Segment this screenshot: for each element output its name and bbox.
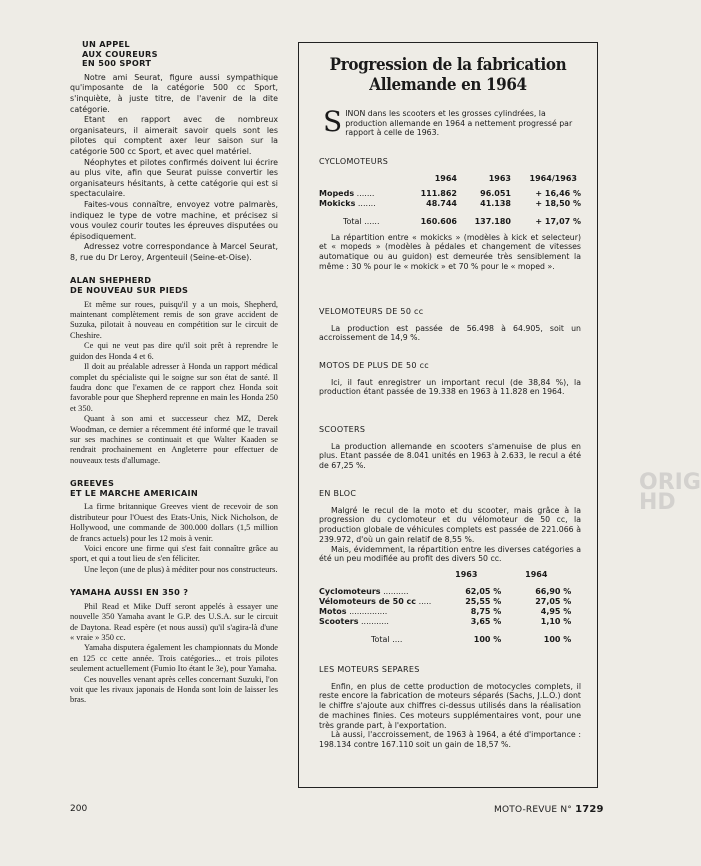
cell: 111.862 (420, 188, 457, 198)
cell: 3,65 % (470, 617, 502, 627)
cell: 48.744 (426, 198, 457, 208)
section-motos (319, 361, 581, 397)
section-scooters (319, 425, 581, 471)
section-paragraph: Là aussi, l'accroissement, de 1963 à 1964, a été d'importance : 198.134 contre 167.110 soit un gain de 18,57 %. (319, 730, 581, 749)
row-label: Mokicks (319, 198, 356, 208)
article-paragraph: Adressez votre correspondance à Marcel Seurat, 8, rue du Dr Leroy, Argenteuil (Seine-et-Oise). (70, 242, 278, 262)
issue-prefix: N° (560, 805, 573, 815)
leader-dots: ...... (364, 216, 380, 226)
col-header: 1963 (488, 173, 511, 183)
news-column (70, 40, 278, 719)
repartition-table (319, 570, 581, 645)
article-yamaha (70, 588, 278, 706)
col-header: 1963 (455, 570, 478, 580)
cell: 1,10 % (540, 617, 572, 627)
cell: 100 % (543, 635, 572, 645)
row-label: Cyclomoteurs (319, 587, 381, 597)
section-en-bloc (319, 489, 581, 645)
section-paragraph: Mais, évidemment, la répartition entre les diverses catégories a été un peu modifiée au profit des divers 50 cc. (319, 544, 581, 564)
article-paragraph: Néophytes et pilotes confirmés doivent lui écrire au plus vite, afin que Seurat puisse convertir les organisateurs hésitants, à cette catégorie qui est si spectaculaire. (70, 157, 278, 199)
article-paragraph: Il doit au préalable adresser à Honda un rapport médical complet du spécialiste qui le soigne sur son état de santé. Il faudra donc que l'examen de ce rapport chez Honda soit favorable pour que Shepherd reprenne en main les Honda 250 et 350. (70, 362, 278, 413)
leader-dots: .... (392, 635, 403, 645)
intro-text: INON dans les scooters et les grosses cylindrées, la production allemande en 1964 a nettement progressé par rapport à celle de 1963. (345, 109, 573, 138)
article-title: GREEVES ET LE MARCHE AMERICAIN (70, 478, 199, 498)
cell: 8,75 % (470, 607, 502, 617)
section-paragraph: Malgré le recul de la moto et du scooter, mais grâce à la progression du cyclomoteur et du vélomoteur de 50 cc, la production globale de véhicules complets est passée de 221.066 à 239.972, d'où un gain relatif de 8,55 %. (319, 505, 581, 544)
box-title: Progression de la fabrication Allemande en 1964 (329, 55, 567, 94)
section-moteurs-separes (319, 665, 581, 750)
section-paragraph: La production allemande en scooters s'amenuise de plus en plus. Etant passée de 8.041 unités en 1963 à 2.633, le recul a été de 67,25 %. (319, 441, 581, 471)
table-row (319, 199, 581, 209)
cell: 25,55 % (465, 597, 502, 607)
watermark: ORIG HD (639, 470, 701, 515)
table-header-row (319, 174, 581, 184)
section-paragraph: La répartition entre « mokicks » (modèles à kick et selecteur) et « mopeds » (modèles à pédales et changement de vitesses automatique ou au guidon) est demeurée très sensiblement la même : 30 % pour le « mokick » et 70 % pour le « moped ». (319, 232, 581, 271)
section-heading: SCOOTERS (319, 425, 366, 434)
article-shepherd (70, 276, 278, 466)
table-row (319, 617, 581, 627)
cell: + 18,50 % (535, 198, 581, 208)
cell: 66,90 % (535, 587, 572, 597)
table-row (319, 189, 581, 199)
article-paragraph: Ce qui ne veut pas dire qu'il soit prêt à reprendre le guidon des Honda 4 et 6. (70, 341, 278, 361)
article-paragraph: Phil Read et Mike Duff seront appelés à essayer une nouvelle 350 Yamaha avant le G.P. des U.S.A. sur le circuit de Daytona. Read espère (et nous aussi) qu'il s'agira-là d'une « vraie » 350 cc. (70, 601, 278, 642)
page-number: 200 (70, 804, 88, 814)
intro-paragraph (323, 105, 579, 138)
cell: 4,95 % (540, 607, 572, 617)
leader-dots: ........... (361, 617, 389, 627)
cell: 96.051 (480, 188, 511, 198)
article-title: ALAN SHEPHERD DE NOUVEAU SUR PIEDS (70, 275, 189, 296)
cell: 41.138 (480, 198, 511, 208)
article-paragraph: Et même sur roues, puisqu'il y a un mois, Shepherd, maintenant complètement remis de son grave accident de Suzuka, pilotait à nouveau en compétition sur le circuit de Cheshire. (70, 299, 278, 340)
table-header-row (319, 570, 581, 580)
article-paragraph: Une leçon (une de plus) à méditer pour nos constructeurs. (84, 564, 278, 574)
leader-dots: .......... (383, 587, 409, 597)
cell: 160.606 (420, 216, 457, 226)
cyclo-table (319, 174, 581, 227)
leader-dots: ............... (349, 607, 388, 617)
article-paragraph: Voici encore une firme qui s'est fait connaître grâce au sport, et qui a tout lieu de s'en féliciter. (70, 543, 278, 564)
total-row (319, 633, 581, 645)
section-heading: VELOMOTEURS DE 50 cc (319, 307, 424, 316)
section-paragraph: Enfin, en plus de cette production de motocycles complets, il reste encore la fabrication de moteurs séparés (Sachs, J.L.O.) dont le chiffre s'ajoute aux chiffres ci-dessus utilisés dans la réalisation de machines finies. Ces moteurs supplémentaires vont, pour une très grande part, à l'exportation. (319, 681, 581, 730)
magazine-name: MOTO-REVUE (494, 805, 558, 815)
cell: 100 % (473, 635, 502, 645)
col-header: 1964/1963 (529, 173, 577, 183)
issue-number: 1729 (575, 804, 604, 815)
drop-cap: S (323, 105, 343, 138)
magazine-footer (494, 804, 604, 815)
row-label: Scooters (319, 617, 359, 627)
row-label: Total (343, 216, 362, 226)
section-heading: CYCLOMOTEURS (319, 157, 389, 166)
row-label: Total (371, 635, 390, 645)
production-box (298, 42, 701, 788)
article-paragraph: Etant en rapport avec de nombreux organisateurs, il aimerait savoir quels sont les pilotes qui comptent axer leur saison sur la catégorie 500 cc Sport, et avec quel matériel. (70, 115, 278, 156)
article-paragraph: Ces nouvelles venant après celles concernant Suzuki, l'on voit que les rivaux japonais de Honda sont loin de laisser les bras. (70, 674, 278, 705)
article-paragraph: Faites-vous connaître, envoyez votre palmarès, indiquez le type de votre machine, et précisez si vous voulez courir toutes les épreuves disputées ou épisodiquement. (70, 199, 278, 241)
row-label: Mopeds (319, 188, 355, 198)
article-greeves (70, 479, 278, 575)
section-heading: LES MOTEURS SEPARES (319, 665, 420, 674)
article-paragraph: La firme britannique Greeves vient de recevoir de son distributeur pour l'Ouest des Etats-Unis, Nick Nicholson, de Hollywood, une commande de 300.000 dollars (1,5 million de francs actuels) pour les 12 mois à venir. (70, 502, 278, 543)
table-row (319, 587, 581, 597)
row-label: Vélomoteurs de 50 cc (319, 597, 417, 607)
total-row (319, 215, 581, 227)
section-paragraph: La production est passée de 56.498 à 64.905, soit un accroissement de 14,9 %. (319, 323, 581, 343)
cell: 137.180 (474, 216, 511, 226)
article-paragraph: Yamaha disputera également les championnats du Monde en 125 cc cette année. Trois catégories... et trois pilotes seulement actuellement (Fumio Ito étant le 3e), pour Yamaha. (70, 643, 278, 674)
section-velomoteurs (319, 307, 581, 343)
leader-dots: ..... (418, 597, 432, 607)
cell: 27,05 % (535, 597, 572, 607)
table-row (319, 597, 581, 607)
section-cyclomoteurs (319, 157, 581, 272)
section-heading: EN BLOC (319, 489, 357, 498)
article-paragraph: Notre ami Seurat, figure aussi sympathique qu'imposante de la catégorie 500 cc Sport, s'inquiète, à juste titre, de l'avenir de la dite catégorie. (70, 72, 278, 114)
cell: + 17,07 % (535, 216, 581, 226)
article-appel (70, 40, 278, 263)
section-heading: MOTOS DE PLUS DE 50 cc (319, 361, 429, 370)
article-title: UN APPEL AUX COUREURS EN 500 SPORT (82, 39, 158, 69)
cell: + 16,46 % (535, 188, 581, 198)
article-title: YAMAHA AUSSI EN 350 ? (70, 587, 189, 598)
table-row (319, 607, 581, 617)
article-paragraph: Quant à son ami et successeur chez MZ, Derek Woodman, ce dernier a récemment été informé que le travail sur ses machines se continuait et que Walter Kaaden se rendrait prochainement en Angleterre pour effectuer de nouveaux tests d'allumage. (70, 414, 278, 465)
leader-dots: ....... (356, 188, 375, 198)
col-header: 1964 (434, 173, 457, 183)
section-paragraph: Ici, il faut enregistrer un important recul (de 38,84 %), la production étant passée de 19.338 en 1963 à 11.828 en 1964. (319, 377, 581, 397)
col-header: 1964 (525, 570, 548, 580)
cell: 62,05 % (465, 587, 502, 597)
leader-dots: ....... (357, 198, 376, 208)
row-label: Motos (319, 607, 347, 617)
